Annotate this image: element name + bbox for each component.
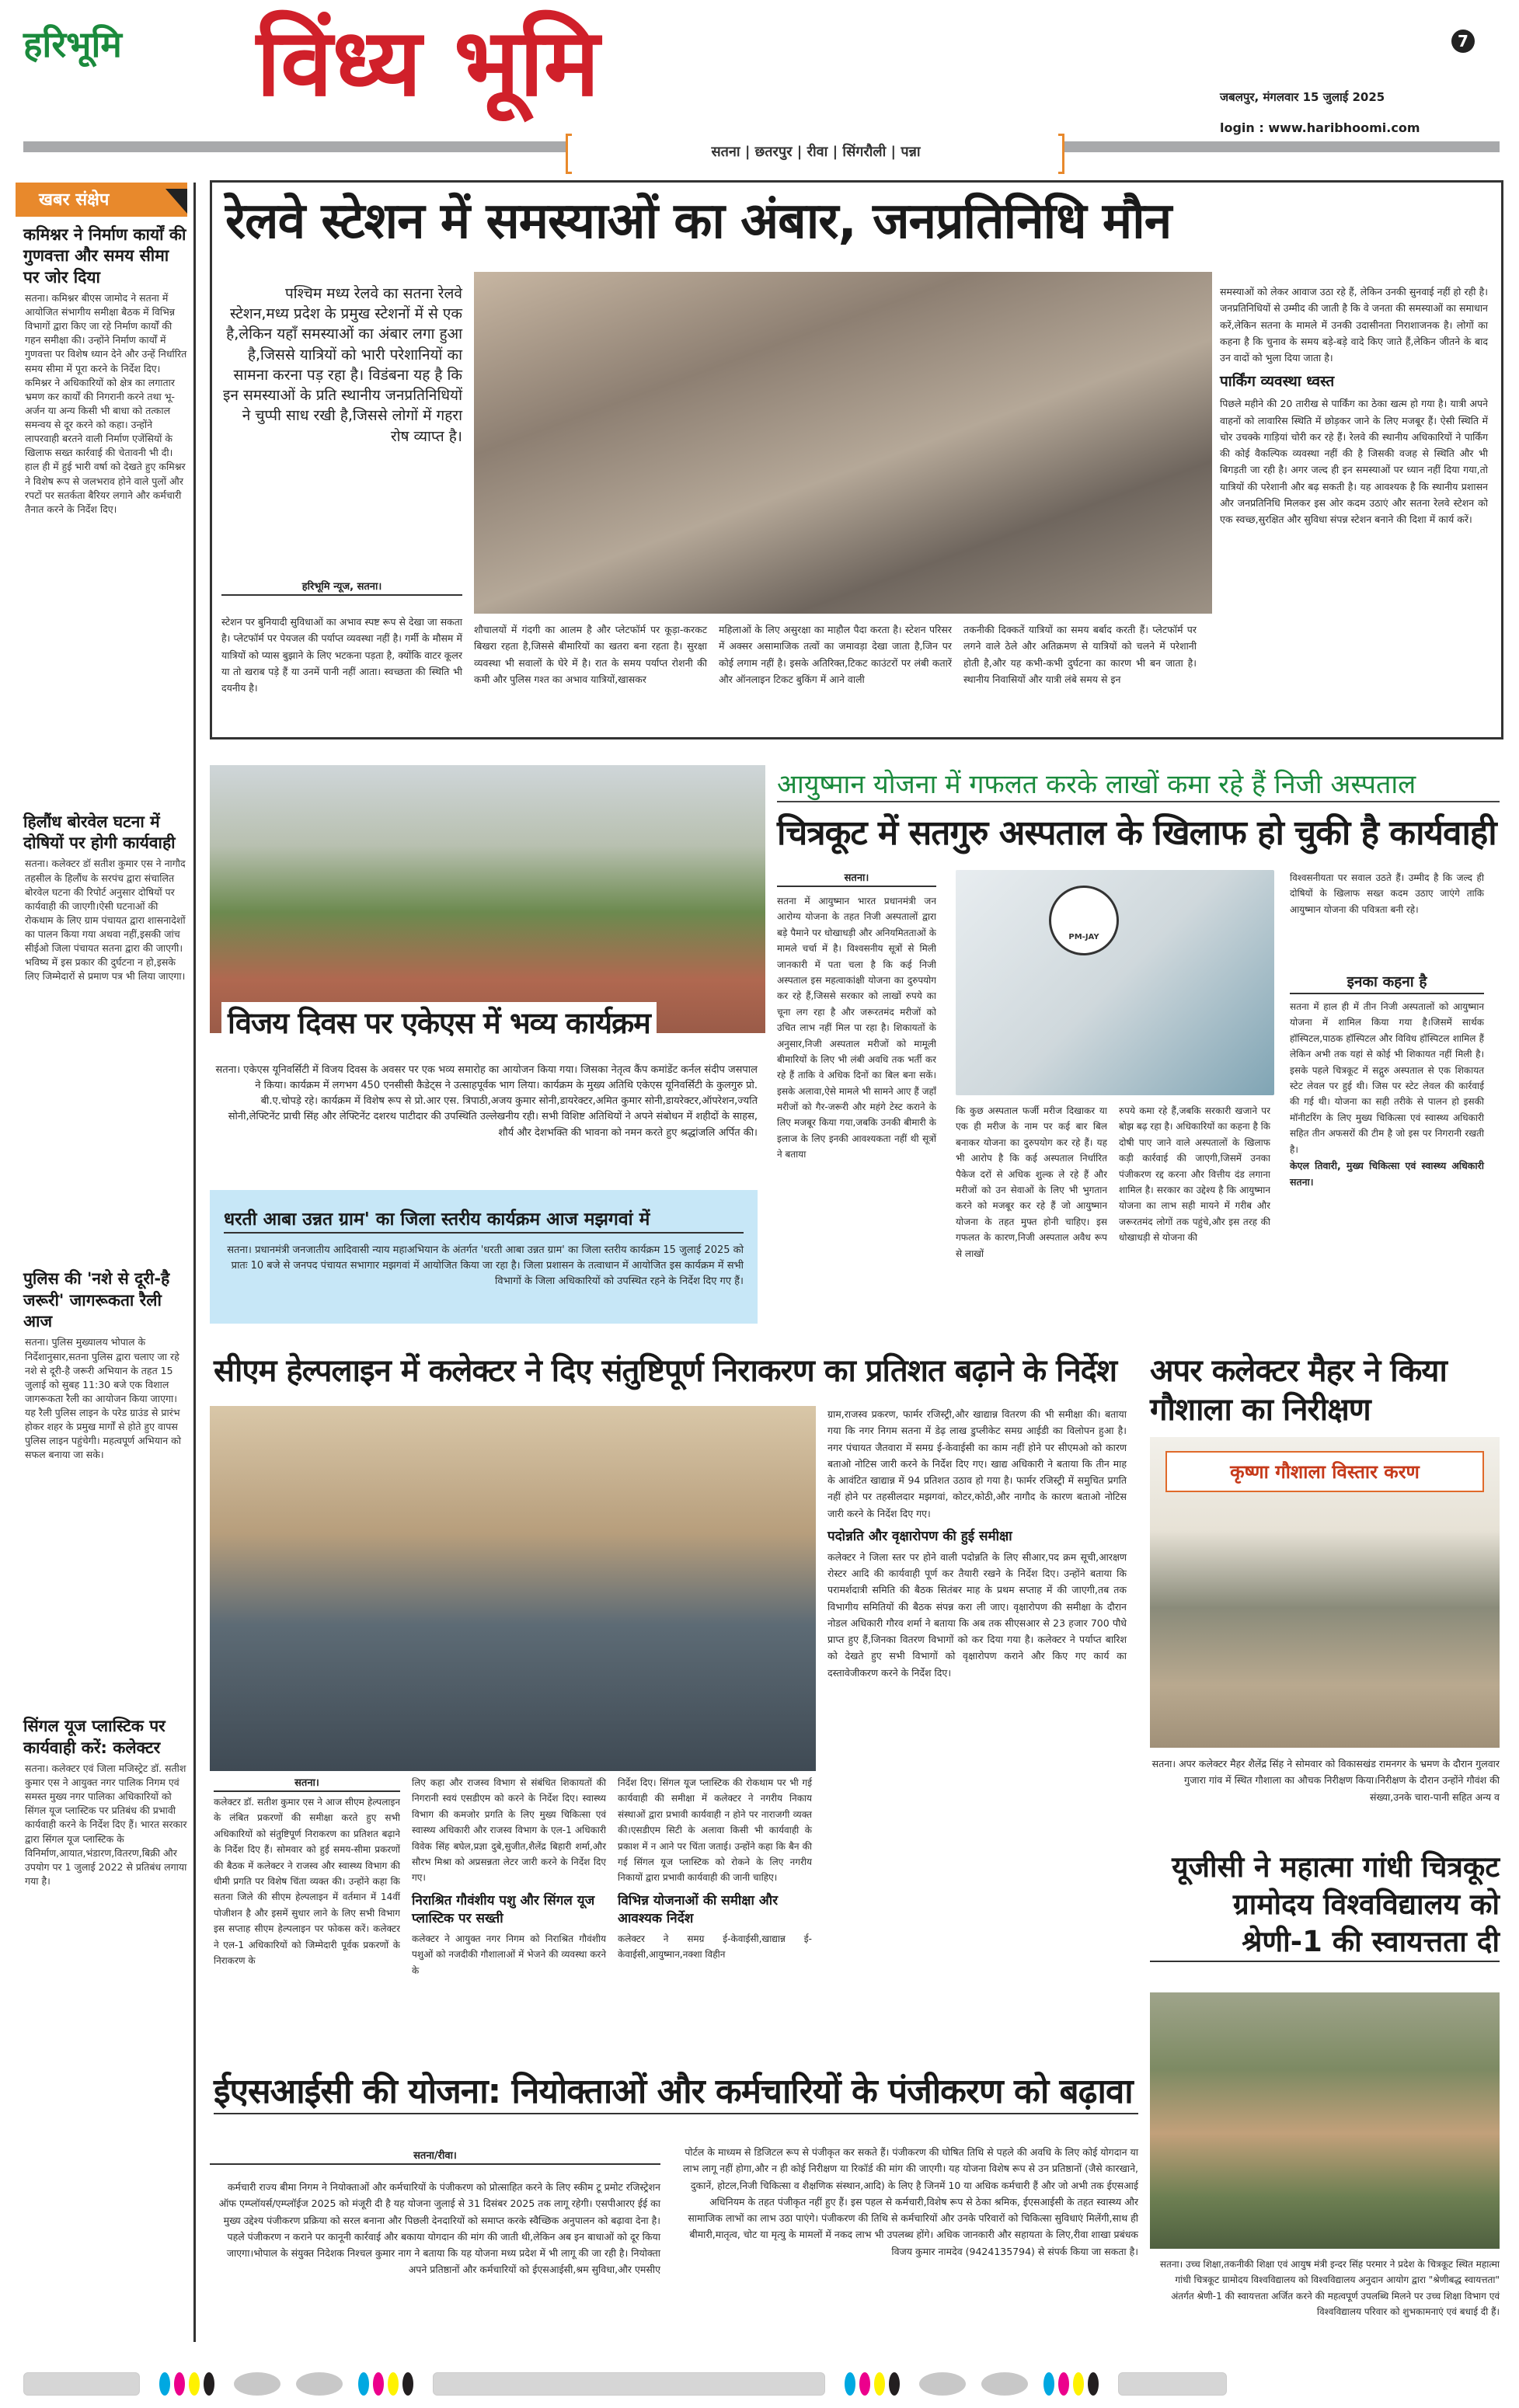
black-mark (1088, 2372, 1099, 2396)
quote-box (1290, 971, 1484, 1190)
divider-left (23, 141, 566, 152)
brand-logo: हरिभूमि (23, 23, 122, 65)
parking-subhead: पार्किंग व्यवस्था ध्वस्त (1220, 373, 1335, 391)
lead-col-4: तकनीकी दिक्कतें यात्रियों का समय बर्बाद करती हैं। प्लेटफॉर्म पर लगने वाले ठेले और अतिक्रमण से यात्रियों को चलने में परेशानी होती है,और यह कभी-कभी दुर्घटना का कारण भी बन जाता है। स्थानीय निवासियों और यात्री लंबे समय से इन (963, 624, 1197, 685)
grey-swatch (433, 2372, 825, 2396)
lead-col-5 (1220, 284, 1488, 527)
yellow-mark (388, 2372, 399, 2396)
grey-mark (234, 2372, 280, 2396)
university-aerial-photo (1150, 1992, 1500, 2249)
cm-col-4-text: ग्राम,राजस्व प्रकरण, फार्मर रजिस्ट्री,और खाद्यान्न वितरण की भी समीक्षा की। बताया गया कि नगर निगम सतना में डेढ़ लाख डुप्लीकेट समग्र आईडी का विलोपन हुआ है। नगर पंचायत जैतवारा में समग्र ई-केवाईसी का काम नहीं होने पर सीएमओ को कारण बताओ नोटिस जारी करने के निर्देश दिए गए। खाद्य अधिकारी ने बताया कि तीन माह के आवंटित खाद्यान्न में 94 प्रतिशत उठाव हो गया है। फार्मर रजिस्ट्री में समुचित प्रगति नहीं होने पर तहसीलदार मझगवां, कोटर,कोठी,और नागौद के कारण बताओ नोटिस जारी करने के निर्देश दिए गए। (827, 1408, 1127, 1519)
cm-col-1: कलेक्टर डॉ. सतीश कुमार एस ने आज सीएम हेल्पलाइन के लंबित प्रकरणों की समीक्षा करते हुए सभी अधिकारियों को संतुष्टिपूर्ण निराकरण का प्रतिशत बढ़ाने के निर्देश दिए हैं। सोमवार को हुई समय-सीमा प्रकरणों की बैठक में कलेक्टर ने राजस्व और स्वास्थ्य विभाग की धीमी प्रगति पर विशेष चिंता व्यक्त की। उन्होंने कहा कि सतना जिले की सीएम हेल्पलाइन में वर्तमान में 14वीं पोजीशन है और इसमें सुधार लाने के लिए सभी विभाग इस सप्ताह सीएम हेल्पलाइन पर फोकस करें। कलेक्टर ने एल-1 अधिकारियों को जिम्मेदारी पूर्वक प्रकरणों के निराकरण के (214, 1797, 400, 1966)
cow-plastic-body: कलेक्टर ने आयुक्त नगर निगम को निराश्रित गौवंशीय पशुओं को नजदीकी गौशालाओं में भेजने की व्यवस्था करने के (412, 1933, 606, 1976)
grey-mark (981, 2372, 1028, 2396)
brief-item (16, 1716, 187, 2228)
cm-helpline-headline: सीएम हेल्पलाइन में कलेक्टर ने दिए संतुष्टिपूर्ण निराकरण का प्रतिशत बढ़ाने के निर्देश (214, 1353, 1117, 1389)
magenta-mark (1058, 2372, 1069, 2396)
grey-swatch (23, 2372, 140, 2396)
lead-byline: हरिभूमि न्यूज, सतना। (221, 579, 462, 596)
brief-body: सतना। कलेक्टर डॉ सतीश कुमार एस ने नागौद तहसील के हिलौंध के सरपंच द्वारा संचालित बोरवेल घटना की रिपोर्ट अनुसार दोषियों पर कार्यवाही की जाएगी।ऐसी घटनाओं की रोकथाम के लिए ग्राम पंचायत द्वारा शासनादेशों का पालन किया गया अथवा नहीं,इसकी जांच सीईओ जिला पंचायत सतना द्वारा की जाएगी। भविष्य में इस प्रकार की दुर्घटना न हो,इसके लिए जिम्मेदारों से प्रमाण पत्र भी लिया जाएगा। (25, 858, 186, 983)
brief-headline: कमिश्नर ने निर्माण कार्यों की गुणवत्ता और समय सीमा पर जोर दिया (23, 225, 186, 287)
ayushman-col-3: रुपये कमा रहे हैं,जबकि सरकारी खजाने पर बोझ बढ़ रहा है। अधिकारियों का कहना है कि दोषी पाए जाने वाले अस्पतालों के खिलाफ कड़ी कार्रवाई की जाएगी,जिसमें उनका पंजीकरण रद्द करना और वित्तीय दंड लगाना शामिल है। सरकार का उद्देश्य है कि आयुष्मान योजना का लाभ सही मायने में गरीब और जरूरतमंद लोगों तक पहुंचे,और इस तरह की धोखाधड़ी से योजना की (1119, 1105, 1270, 1244)
pmjay-logo: PM-JAY (1049, 886, 1119, 955)
dharti-aaba-box (210, 1190, 758, 1324)
brief-headline: सिंगल यूज प्लास्टिक पर कार्यवाही करें: कलेक्टर (23, 1717, 165, 1757)
promotion-body: कलेक्टर ने जिला स्तर पर होने वाली पदोन्नति के लिए सीआर,पद क्रम सूची,आरक्षण रोस्टर आदि की कार्यवाही पूर्ण कर तैयारी रखने के निर्देश दिए। उन्होंने बताया कि परामर्शदात्री समिति की बैठक सितंबर माह के प्रथम सप्ताह में की जाएगी,तब तक विभागीय समितियों की बैठक संपन्न करा ली जाए। वृक्षारोपण की समीक्षा के दौरान नोडल अधिकारी गौरव शर्मा ने बताया कि अब तक सीएसआर से 23 हजार 700 पौधे प्राप्त हुए हैं,जिनका वितरण विभागों को कर दिया गया है। कलेक्टर ने पर्याप्त बारिश को देखते हुए सभी विभागों को वृक्षारोपण कराने और किए गए कार्य का दस्तावेजीकरण करने के निर्देश दिए। (827, 1550, 1127, 1679)
maihar-headline: अपर कलेक्टर मैहर ने किया गौशाला का निरीक्षण (1150, 1353, 1447, 1428)
esic-headline: ईएसआईसी की योजना: नियोक्ताओं और कर्मचारियों के पंजीकरण को बढ़ावा (214, 2066, 1138, 2114)
cyan-mark (159, 2372, 170, 2396)
brief-headline: हिलौंध बोरवेल घटना में दोषियों पर होगी कार्यवाही (23, 812, 176, 853)
lead-lede: पश्चिम मध्य रेलवे का सतना रेलवे स्टेशन,मध्य प्रदेश के प्रमुख स्टेशनों में से एक है,लेकिन यहाँ समस्याओं का अंबार लगा हुआ है,जिससे यात्रियों को भारी परेशानियों का सामना करना पड़ रहा है। विडंबना यह है कि इन समस्याओं के प्रति स्थानीय जनप्रतिनिधियों ने चुप्पी साध रखी है,जिससे लोगों में गहरा रोष व्याप्त है। (223, 285, 462, 445)
quote-attribution: केएल तिवारी, मुख्य चिकित्सा एवं स्वास्थ्य अधिकारी सतना। (1290, 1159, 1484, 1188)
gaushala-photo (1150, 1437, 1500, 1748)
ugc-body: सतना। उच्च शिक्षा,तकनीकी शिक्षा एवं आयुष मंत्री इन्दर सिंह परमार ने प्रदेश के चित्रकूट स्थित महात्मा गांधी चित्रकूट ग्रामोदय विश्वविद्यालय को विश्वविद्यालय अनुदान आयोग द्वारा "श्रेणीबद्ध स्वायत्तता" अंतर्गत श्रेणी-1 की स्वायत्तता अर्जित करने की महत्वपूर्ण उपलब्धि मिलने पर उच्च शिक्षा विभाग एवं विश्वविद्यालय परिवार को शुभकामनाएं एवं बधाई दी हैं। (1159, 2259, 1500, 2318)
ayushman-headline: चित्रकूट में सतगुरु अस्पताल के खिलाफ हो चुकी है कार्यवाही (777, 813, 1496, 853)
cyan-mark (358, 2372, 369, 2396)
news-brief-sidebar (16, 183, 196, 2342)
schemes-body: कलेक्टर ने समग्र ई-केवाईसी,खाद्यान्न ई-केवाईसी,आयुष्मान,नक्शा विहीन (618, 1933, 812, 1961)
vijay-diwas-body: सतना। एकेएस यूनिवर्सिटी में विजय दिवस के अवसर पर एक भव्य समारोह का आयोजन किया गया। जिसका नेतृत्व कैंप कमांडेंट कर्नल संदीप जसपाल ने किया। कार्यक्रम में लगभग 450 एनसीसी कैडेट्स ने उत्साहपूर्वक भाग लिया। कार्यक्रम के मुख्य अतिथि एकेएस यूनिवर्सिटी के कुलगुरु प्रो. बी.ए.चोपड़े रहे। कार्यक्रम में विशेष रूप से प्रो.आर एस. त्रिपाठी,अजय कुमार सोनी,डायरेक्टर,अमित कुमार सोनी,डायरेक्टर,ऑपरेशन,ज्यति सोनी,लेफ्टिनेंट प्राची सिंह और लेफ्टिनेंट दशरथ पाटीदार की उपस्थिति उल्लेखनीय रही। सभी विशिष्ट अतिथियों ने अपने संबोधन में शहीदों के साहस, शौर्य और देशभक्ति की भावना को नमन करते हुए श्रद्धांजलि अर्पित की। (215, 1064, 758, 1139)
yellow-mark (874, 2372, 885, 2396)
cm-col-2 (412, 1775, 606, 1978)
quote-body: सतना में हाल ही में तीन निजी अस्पतालों को आयुष्मान योजना में शामिल किया गया है।जिसमें सार्थक हॉस्पिटल,पाठक हॉस्पिटल और विविध हॉस्पिटल शामिल हैं लेकिन अभी तक यहां से कोई भी शिकायत नहीं मिली है। इसके पहले चित्रकूट में सद्गुरु अस्पताल से एक शिकायत स्टेट लेवल पर हुई थी। जिस पर स्टेट लेवल की कार्रवाई की गई थी। योजना का सही तरीके से पालन हो इसकी मॉनीटरिंग के लिए मुख्य चिकित्सा एवं स्वास्थ्य अधिकारी सहित तीन अफसरों की टीम है जो इस पर निगरानी रखती है। (1290, 1001, 1484, 1155)
brief-body: सतना। कलेक्टर एवं जिला मजिस्ट्रेट डॉ. सतीश कुमार एस ने आयुक्त नगर पालिक निगम एवं समस्त मुख्य नगर पालिका अधिकारियों को सिंगल यूज प्लास्टिक पर प्रतिबंध की प्रभावी कार्यवाही करने के निर्देश दिए हैं। भारत सरकार द्वारा सिंगल यूज प्लास्टिक के विनिर्माण,आयात,भंडारण,वितरण,बिक्री और उपयोग पर 1 जुलाई 2022 से प्रतिबंध लगाया गया है। (25, 1762, 187, 1887)
esic-dateline: सतना/रीवा। (210, 2148, 660, 2165)
cm-col-2-text: लिए कहा और राजस्व विभाग से संबंधित शिकायतों की निगरानी स्वयं एसडीएम को करने के निर्देश दिए। स्वास्थ्य विभाग की कमजोर प्रगति के लिए मुख्य चिकित्सा एवं स्वास्थ्य अधिकारी और राजस्व विभाग के एल-1 अधिकारी विवेक सिंह बघेल,प्रज्ञा दुबे,सुजीत,शैलेंद्र बिहारी शर्मा,और सौरभ मिश्रा को अप्रसन्नता लेटर जारी करने के निर्देश दिए गए। (412, 1777, 606, 1884)
grey-mark (296, 2372, 343, 2396)
website-link[interactable]: login : www.haribhoomi.com (1220, 120, 1420, 135)
maihar-body: सतना। अपर कलेक्टर मैहर शैलेंद्र सिंह ने सोमवार को विकासखंड रामनगर के भ्रमण के दौरान गुलवार गुजारा गांव में स्थित गौशाला का औचक निरीक्षण किया।निरीक्षण के दौरान उन्होंने गौवंश की संख्या,उनके चारा-पानी सहित अन्य व (1151, 1758, 1500, 1803)
black-mark (204, 2372, 214, 2396)
meeting-photo (210, 1406, 816, 1771)
stethoscope-photo (956, 870, 1274, 1095)
cow-plastic-subhead: निराश्रित गौवंशीय पशु और सिंगल यूज प्लास्टिक पर सख्ती (412, 1892, 595, 1926)
parking-body: पिछले महीने की 20 तारीख से पार्किंग का ठेका खत्म हो गया है। यात्री अपने वाहनों को लावारिस स्थिति में छोड़कर जाने के लिए मजबूर हैं। ऐसी स्थिति में चोर उचक्के गाड़ियां चोरी कर रहे हैं। रेलवे की स्थानीय अधिकारियों ने पार्किंग की कोई वैकल्पिक व्यवस्था नहीं की है जिसकी वजह से स्थिति और भी बिगड़ती जा रही है। अगर जल्द ही इन समस्याओं पर ध्यान नहीं दिया गया,तो यात्रियों की परेशानी और बढ़ सकती है। यह आवश्यक है कि स्थानीय प्रशासन और जनप्रतिनिधि मिलकर इस ओर कदम उठाएं और सतना रेलवे स्टेशन को एक स्वच्छ,सुरक्षित और सुविधा संपन्न स्टेशन बनाने की दिशा में कार्य करें। (1220, 398, 1488, 525)
esic-col-1: कर्मचारी राज्य बीमा निगम ने नियोक्ताओं और कर्मचारियों के पंजीकरण को प्रोत्साहित करने के लिए स्कीम टू प्रमोट रजिस्ट्रेशन ऑफ एम्प्लॉयर्स/एम्प्लॉईज 2025 को मंजूरी दी है यह योजना जुलाई से 31 दिसंबर 2025 तक लागू रहेगी। एसपीआरए ईई का मुख्य उद्देश्य पंजीकरण प्रक्रिया को सरल बनाना और पिछली देनदारियों को समाप्त करके स्वैच्छिक अनुपालन को बढ़ावा देना है।पहले पंजीकरण न कराने पर कानूनी कार्रवाई और बकाया योगदान की मांग की जाती थी,लेकिन अब इन बाधाओं को दूर किया जाएगा।भोपाल के संयुक्त निदेशक निश्चल कुमार नाग ने बताया कि यह योजना मध्य प्रदेश में भी लागू की जा रही है। नियोक्ता अपने प्रतिष्ठानों और कर्मचारियों को ईएसआईसी,श्रम सुविधा,और एमसीए (218, 2181, 660, 2276)
brief-item (16, 1268, 187, 1708)
ugc-headline: यूजीसी ने महात्मा गांधी चित्रकूट ग्रामोदय विश्वविद्यालय को श्रेणी-1 की स्वायत्तता दी (1150, 1849, 1500, 1962)
gaushala-sign: कृष्णा गौशाला विस्तार करण (1165, 1451, 1484, 1492)
divider-right (1064, 141, 1500, 152)
ayushman-col-4: विश्वसनीयता पर सवाल उठते हैं। उम्मीद है कि जल्द ही दोषियों के खिलाफ सख्त कदम उठाए जाएंगे ताकि आयुष्मान योजना की पवित्रता बनी रहे। (1290, 872, 1484, 915)
promotion-subhead: पदोन्नति और वृक्षारोपण की हुई समीक्षा (827, 1528, 1012, 1544)
cm-col-4 (827, 1406, 1127, 1681)
lead-col-1: स्टेशन पर बुनियादी सुविधाओं का अभाव स्पष्ट रूप से देखा जा सकता है। प्लेटफॉर्म पर पेयजल की पर्याप्त व्यवस्था नहीं है। गर्मी के मौसम में यात्रियों को प्यास बुझाने के लिए भटकना पड़ता है, क्योंकि वाटर कूलर या तो खराब पड़े हैं या उनमें पानी नहीं आता। स्वच्छता की स्थिति भी दयनीय है। (221, 616, 462, 694)
sidebar-tag: खबर संक्षेप (16, 183, 187, 217)
brief-body: सतना। पुलिस मुख्यालय भोपाल के निर्देशानुसार,सतना पुलिस द्वारा चलाए जा रहे नशे से दूरी-है जरूरी अभियान के तहत 15 जुलाई को सुबह 11:30 बजे एक विशाल जागरूकता रैली का आयोजन किया जाएगा। यह रैली पुलिस लाइन के परेड ग्राउंड से प्रारंभ होकर शहर के प्रमुख मार्गों से होते हुए वापस पुलिस लाइन पहुंचेगी। महत्वपूर्ण अभियान को सफल बनाया जा सके। (25, 1336, 181, 1461)
print-registration-bar (23, 2371, 1500, 2397)
region-list: सतना | छतरपुर | रीवा | सिंगरौली | पन्ना (711, 144, 921, 160)
railway-platform-photo (474, 272, 1212, 614)
bracket-right (1058, 134, 1064, 174)
lead-col-3: महिलाओं के लिए असुरक्षा का माहौल पैदा करता है। स्टेशन परिसर में अक्सर असामाजिक तत्वों का जमावड़ा देखा जाता है,जिन पर कोई लगाम नहीं है। इसके अतिरिक्त,टिकट काउंटरों पर लंबी कतारें और ऑनलाइन टिकट बुकिंग में आने वाली (719, 624, 952, 685)
cyan-mark (845, 2372, 855, 2396)
brief-item (16, 812, 187, 1261)
bracket-left (566, 134, 572, 174)
grey-mark (919, 2372, 966, 2396)
ayushman-kicker: आयुष्मान योजना में गफलत करके लाखों कमा रहे हैं निजी अस्पताल (777, 765, 1500, 802)
ayushman-col-1: सतना में आयुष्मान भारत प्रधानमंत्री जन आरोग्य योजना के तहत निजी अस्पतालों द्वारा बड़े पैमाने पर धोखाधड़ी और अनियमितताओं के मामले चर्चा में है। विश्वसनीय सूत्रों से मिली जानकारी में पता चला है कि कई निजी अस्पताल इस महत्वाकांक्षी योजना का दुरुपयोग कर रहे हैं,जिससे सरकार को लाखों रुपये का चूना लग रहा है और जरूरतमंद मरीजों को उचित लाभ नहीं मिल पा रहा है। शिकायतों के अनुसार,निजी अस्पताल मरीजों को मामूली बीमारियों के लिए भी लंबी अवधि तक भर्ती कर रहे हैं ताकि वे अधिक दिनों का बिल बना सकें। इसके अलावा,ऐसे मामले भी सामने आए हैं जहाँ मरीजों को गैर-जरूरी और महंगे टेस्ट कराने के लिए मजबूर किया गया,जबकि उनकी बीमारी के इलाज के लिए इनकी आवश्यकता नहीं थी सूत्रों ने बताया (777, 896, 936, 1161)
brief-headline: पुलिस की 'नशे से दूरी-है जरूरी' जागरूकता रैली आज (23, 1269, 170, 1331)
edition-title: विंध्य भूमि (256, 9, 600, 117)
cm-helpline-dateline: सतना। (214, 1775, 400, 1792)
yellow-mark (1073, 2372, 1084, 2396)
ayushman-dateline: सतना। (777, 870, 936, 887)
grey-swatch (1118, 2372, 1227, 2396)
lead-col-2: शौचालयों में गंदगी का आलम है और प्लेटफॉर्म पर कूड़ा-करकट बिखरा रहता है,जिससे बीमारियों का खतरा बना रहता है। सुरक्षा व्यवस्था भी सवालों के घेरे में है। रात के समय पर्याप्त रोशनी की कमी और पुलिस गश्त का अभाव यात्रियों,खासकर (474, 624, 707, 685)
brief-item (16, 224, 187, 804)
quote-heading: इनका कहना है (1290, 971, 1484, 994)
lead-headline: रेलवे स्टेशन में समस्याओं का अंबार, जनप्रतिनिधि मौन (225, 193, 1172, 250)
yellow-mark (189, 2372, 200, 2396)
schemes-subhead: विभिन्न योजनाओं की समीक्षा और आवश्यक निर्देश (618, 1892, 779, 1926)
vijay-diwas-headline: विजय दिवस पर एकेएस में भव्य कार्यक्रम (221, 1002, 657, 1042)
brief-body: सतना। कमिश्नर बीएस जामोद ने सतना में आयोजित संभागीय समीक्षा बैठक में विभिन्न विभागों द्वारा किए जा रहे निर्माण कार्यों की गहन समीक्षा की। उन्होंने निर्माण कार्यों में गुणवत्ता पर विशेष ध्यान देने और उन्हें निर्धारित समय सीमा में पूरा करने के निर्देश दिए। कमिश्नर ने अधिकारियों को क्षेत्र का लगातार भ्रमण कर कार्यों की निगरानी करने तथा भू-अर्जन या अन्य किसी भी बाधा को तत्काल समन्वय से दूर करने को कहा। उन्होंने लापरवाही बरतने वाली निर्माण एजेंसियों के खिलाफ सख्त कार्रवाई की चेतावनी भी दी। हाल ही में हुई भारी वर्षा को देखते हुए कमिश्नर ने विशेष रूप से जलभराव होने वाले पुलों और रपटों पर सतर्कता बैरियर लगाने और कर्मचारी तैनात करने के निर्देश दिए। (25, 291, 187, 515)
cm-col-3 (618, 1775, 812, 1963)
cyan-mark (1043, 2372, 1054, 2396)
ayushman-col-2: कि कुछ अस्पताल फर्जी मरीज दिखाकर या एक ही मरीज के नाम पर कई बार बिल बनाकर योजना का दुरुपयोग कर रहे हैं। यह भी आरोप है कि कई अस्पताल निर्धारित पैकेज दरों से अधिक शुल्क ले रहे हैं और मरीजों को उन सेवाओं के लिए भी भुगतान करने को मजबूर कर रहे हैं जो आयुष्मान योजना के तहत मुफ्त होनी चाहिए। इस गफलत के कारण,निजी अस्पताल अवैध रूप से लाखों (956, 1105, 1107, 1259)
magenta-mark (174, 2372, 185, 2396)
dharti-aaba-headline: धरती आबा उन्नत ग्राम' का जिला स्तरीय कार्यक्रम आज मझगवां में (224, 1206, 744, 1234)
black-mark (402, 2372, 413, 2396)
black-mark (889, 2372, 900, 2396)
magenta-mark (859, 2372, 870, 2396)
lead-col-5-text: समस्याओं को लेकर आवाज उठा रहे हैं, लेकिन उनकी सुनवाई नहीं हो रही है। जनप्रतिनिधियों से उम्मीद की जाती है कि वे जनता की समस्याओं का समाधान करें,लेकिन सतना के मामले में उनकी उदासीनता निराशाजनक है। लोगों का कहना है कि चुनाव के समय बड़े-बड़े वादे किए जाते हैं,लेकिन जीतने के बाद उन वादों को भुला दिया जाता है। (1220, 286, 1488, 364)
esic-col-2: पोर्टल के माध्यम से डिजिटल रूप से पंजीकृत कर सकते हैं। पंजीकरण की घोषित तिथि से पहले की अवधि के लिए कोई योगदान या लाभ लागू नहीं होगा,और न ही कोई निरीक्षण या रिकॉर्ड की मांग की जाएगी। यह योजना विशेष रूप से उन प्रतिष्ठानों (जैसे कारखाने, दुकानें, होटल,निजी चिकित्सा व शैक्षणिक संस्थान,आदि) के लिए है जिनमें 10 या अधिक कर्मचारी हैं और जो अभी तक ईएसआई अधिनियम के तहत पंजीकृत नहीं हुए हैं। इस पहल से कर्मचारी,विशेष रूप से ठेका श्रमिक, ईएसआईसी के तहत स्वास्थ्य और सामाजिक लाभों का लाभ उठा पाएंगे। पंजीकरण की तिथि से कर्मचारियों और उनके परिवारों को चिकित्सा सुविधाएं मिलेंगी,साथ ही बीमारी,मातृत्व, चोट या मृत्यु के मामलों में नकद लाभ भी उपलब्ध होंगे। अधिक जानकारी और सहायता के लिए,रीवा शाखा प्रबंधक विजय कुमार नामदेव (9424135794) से संपर्क किया जा सकता है। (682, 2146, 1138, 2257)
magenta-mark (373, 2372, 384, 2396)
page-number: 7 (1451, 30, 1475, 53)
dharti-aaba-body: सतना। प्रधानमंत्री जनजातीय आदिवासी न्याय महाअभियान के अंतर्गत 'धरती आबा उन्नत ग्राम' का जिला स्तरीय कार्यक्रम 15 जुलाई 2025 को प्रातः 10 बजे से जनपद पंचायत सभागार मझगवां में आयोजित किया जा रहा है। जिला प्रशासन के तत्वाधान में आयोजित इस कार्यक्रम में सभी विभागों के जिला अधिकारियों को उपस्थित रहने के निर्देश दिए गए हैं। (227, 1244, 744, 1288)
ncc-cadets-photo (210, 765, 765, 1033)
cm-col-3-text: निर्देश दिए। सिंगल यूज प्लास्टिक की रोकथाम पर भी गई कार्यवाही की समीक्षा में कलेक्टर ने नगरीय निकाय संस्थाओं द्वारा प्रभावी कार्यवाही न होने पर नाराजगी व्यक्त की।एसडीएम सिटी के अलावा किसी भी कार्यवाही के प्रकाश में न आने पर चिंता जताई। उन्होंने कहा कि बैन की गई सिंगल यूज प्लास्टिक को रोकने के लिए नगरीय निकायों द्वारा प्रभावी कार्यवाही की जानी चाहिए। (618, 1777, 812, 1884)
dateline: जबलपुर, मंगलवार 15 जुलाई 2025 (1220, 90, 1385, 104)
